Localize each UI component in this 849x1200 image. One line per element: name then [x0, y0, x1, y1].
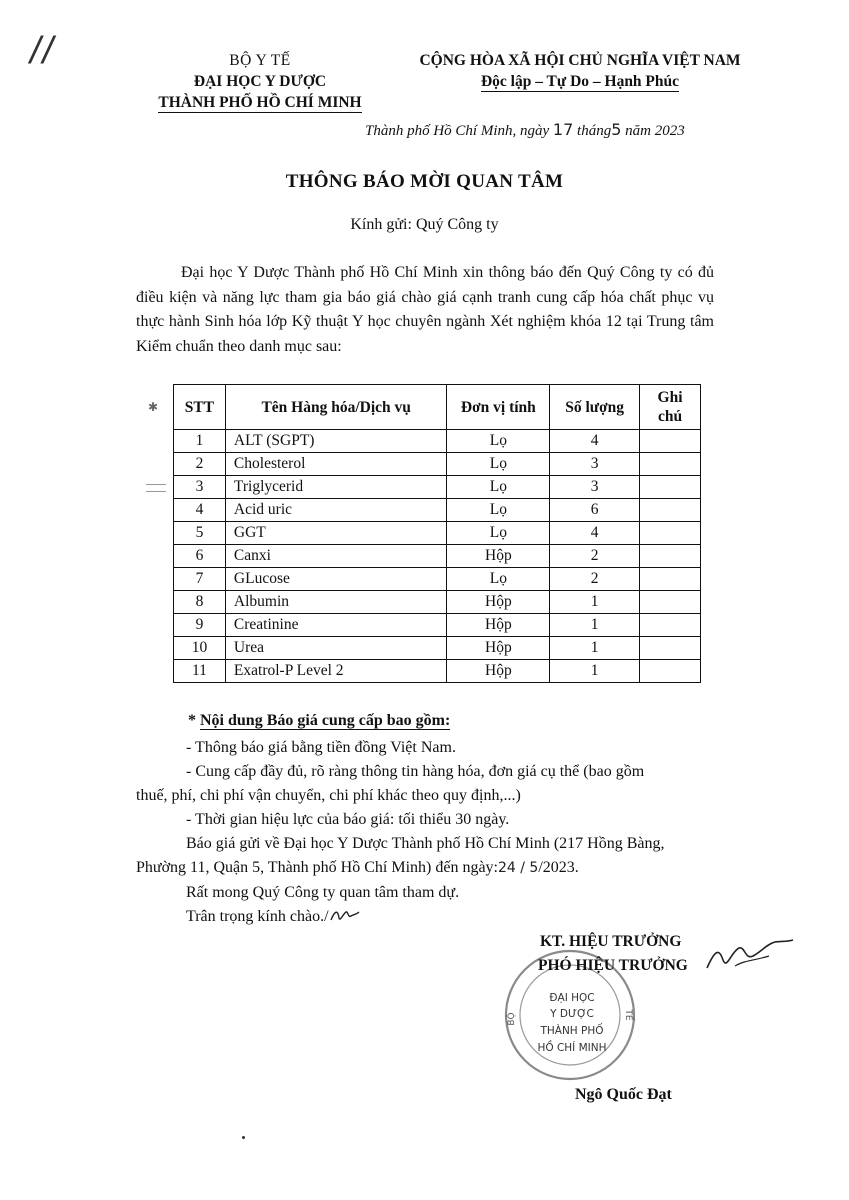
signature-subtitle: PHÓ HIỆU TRƯỞNG	[538, 957, 688, 974]
row-item-name: Urea	[225, 637, 447, 660]
signature-scribble-icon	[705, 930, 795, 980]
row-quantity: 4	[550, 430, 640, 453]
row-quantity: 1	[550, 637, 640, 660]
row-stt: 5	[174, 522, 226, 545]
row-quantity: 2	[550, 568, 640, 591]
row-stt: 9	[174, 614, 226, 637]
row-note	[640, 660, 701, 683]
table-row	[174, 660, 701, 683]
national-motto: Độc lập – Tự Do – Hạnh Phúc	[480, 73, 680, 90]
row-item-name: ALT (SGPT)	[225, 430, 447, 453]
seal-line1: ĐẠI HỌC	[549, 992, 595, 1004]
row-stt: 11	[174, 660, 226, 683]
row-note	[640, 568, 701, 591]
row-note	[640, 637, 701, 660]
row-note	[640, 591, 701, 614]
header-note	[640, 385, 701, 430]
university-city: THÀNH PHỐ HỒ CHÍ MINH	[158, 94, 362, 111]
document-date	[365, 120, 685, 140]
table-row	[174, 591, 701, 614]
issuer-header	[130, 50, 390, 113]
row-item-name: GGT	[225, 522, 447, 545]
row-unit: Hộp	[447, 660, 550, 683]
seal-line4: HỒ CHÍ MINH	[537, 1042, 607, 1054]
content-item-currency: - Thông báo giá bằng tiền đồng Việt Nam.	[186, 739, 456, 756]
national-header	[380, 50, 780, 92]
corner-handwritten-mark: //	[30, 30, 56, 72]
row-stt: 10	[174, 637, 226, 660]
content-heading-text: Nội dung Báo giá cung cấp bao gồm:	[200, 712, 451, 729]
row-item-name: Triglycerid	[225, 476, 447, 499]
signature-title: KT. HIỆU TRƯỞNG	[540, 933, 682, 950]
row-quantity: 2	[550, 545, 640, 568]
row-unit: Lọ	[447, 568, 550, 591]
table-row	[174, 499, 701, 522]
row-stt: 3	[174, 476, 226, 499]
table-header-row	[174, 385, 701, 430]
table-row	[174, 522, 701, 545]
intro-paragraph: Đại học Y Dược Thành phố Hồ Chí Minh xin thông báo đến Quý Công ty có đủ điều kiện và năng lực tham gia báo giá chào giá cạnh tranh cung cấp hóa chất phục vụ thực hành Sinh hóa lớp Kỹ thuật Y học chuyên ngành Xét nghiệm khóa 12 tại Trung tâm Kiểm chuẩn theo danh mục sau:	[136, 264, 714, 355]
row-quantity: 1	[550, 614, 640, 637]
content-item-validity: - Thời gian hiệu lực của báo giá: tối thiểu 30 ngày.	[186, 811, 510, 828]
date-month-label: tháng	[577, 123, 612, 139]
row-note	[640, 545, 701, 568]
row-quantity: 1	[550, 591, 640, 614]
scan-dot	[242, 1136, 245, 1139]
row-note	[640, 522, 701, 545]
closing-line2	[186, 905, 361, 929]
closing-line1: Rất mong Quý Công ty quan tâm tham dự.	[186, 884, 460, 901]
deadline-year: /2023.	[538, 859, 579, 876]
row-note	[640, 430, 701, 453]
deadline-handwritten: 24 / 5	[498, 860, 539, 876]
initials-icon	[329, 906, 361, 924]
row-unit: Hộp	[447, 637, 550, 660]
date-day: 17	[552, 120, 574, 139]
row-quantity: 3	[550, 476, 640, 499]
seal-line3: THÀNH PHỐ	[540, 1025, 604, 1037]
row-note	[640, 476, 701, 499]
row-unit: Lọ	[447, 453, 550, 476]
submit-line2	[136, 856, 579, 880]
row-unit: Hộp	[447, 614, 550, 637]
row-unit: Lọ	[447, 430, 550, 453]
row-unit: Lọ	[447, 476, 550, 499]
row-note	[640, 614, 701, 637]
row-stt: 4	[174, 499, 226, 522]
row-unit: Lọ	[447, 522, 550, 545]
table-row	[174, 476, 701, 499]
row-quantity: 1	[550, 660, 640, 683]
items-table	[173, 384, 701, 683]
date-month: 5	[611, 120, 622, 139]
header-unit: Đơn vị tính	[447, 385, 550, 430]
header-stt: STT	[174, 385, 226, 430]
row-item-name: GLucose	[225, 568, 447, 591]
content-heading-star: *	[188, 712, 196, 729]
row-stt: 1	[174, 430, 226, 453]
content-item-details-line1: - Cung cấp đầy đủ, rõ ràng thông tin hàng hóa, đơn giá cụ thể (bao gồm	[186, 763, 645, 780]
row-stt: 6	[174, 545, 226, 568]
scan-artifact-icon: ✱	[148, 400, 159, 414]
submit-line1: Báo giá gửi về Đại học Y Dược Thành phố Hồ Chí Minh (217 Hồng Bàng,	[186, 835, 665, 852]
row-stt: 2	[174, 453, 226, 476]
table-row	[174, 614, 701, 637]
row-item-name: Creatinine	[225, 614, 447, 637]
table-row	[174, 568, 701, 591]
row-quantity: 6	[550, 499, 640, 522]
date-prefix: Thành phố Hồ Chí Minh, ngày	[365, 123, 550, 139]
row-note	[640, 499, 701, 522]
row-stt: 8	[174, 591, 226, 614]
ministry-name: BỘ Y TẾ	[229, 52, 291, 69]
table-row	[174, 637, 701, 660]
row-item-name: Acid uric	[225, 499, 447, 522]
date-year: năm 2023	[625, 123, 685, 139]
row-item-name: Cholesterol	[225, 453, 447, 476]
table-row	[174, 453, 701, 476]
country-name: CỘNG HÒA XÃ HỘI CHỦ NGHĨA VIỆT NAM	[419, 52, 741, 69]
closing-line2-text: Trân trọng kính chào./	[186, 908, 329, 925]
header-quantity: Số lượng	[550, 385, 640, 430]
header-note-line2: chú	[657, 408, 683, 425]
row-unit: Lọ	[447, 499, 550, 522]
content-item-details-line2: thuế, phí, chi phí vận chuyển, chi phí khác theo quy định,...)	[136, 787, 521, 804]
seal-side-right: TẾ	[623, 1009, 633, 1021]
header-item-name: Tên Hàng hóa/Dịch vụ	[225, 385, 447, 430]
university-name: ĐẠI HỌC Y DƯỢC	[193, 73, 327, 90]
scan-artifact-lines	[146, 484, 166, 492]
content-heading	[188, 712, 450, 730]
signer-name: Ngô Quốc Đạt	[575, 1086, 672, 1103]
row-item-name: Canxi	[225, 545, 447, 568]
row-item-name: Albumin	[225, 591, 447, 614]
seal-side-left: BỘ	[507, 1012, 517, 1026]
row-quantity: 4	[550, 522, 640, 545]
table-row	[174, 430, 701, 453]
row-item-name: Exatrol-P Level 2	[225, 660, 447, 683]
seal-line2: Y DƯỢC	[550, 1008, 594, 1020]
header-note-line1: Ghi	[657, 389, 683, 406]
submit-prefix: Phường 11, Quận 5, Thành phố Hồ Chí Minh) đến ngày:	[136, 859, 498, 876]
row-quantity: 3	[550, 453, 640, 476]
document-title: THÔNG BÁO MỜI QUAN TÂM	[285, 171, 564, 192]
row-note	[640, 453, 701, 476]
row-stt: 7	[174, 568, 226, 591]
table-row	[174, 545, 701, 568]
row-unit: Hộp	[447, 591, 550, 614]
row-unit: Hộp	[447, 545, 550, 568]
greeting: Kính gửi: Quý Công ty	[350, 216, 499, 233]
